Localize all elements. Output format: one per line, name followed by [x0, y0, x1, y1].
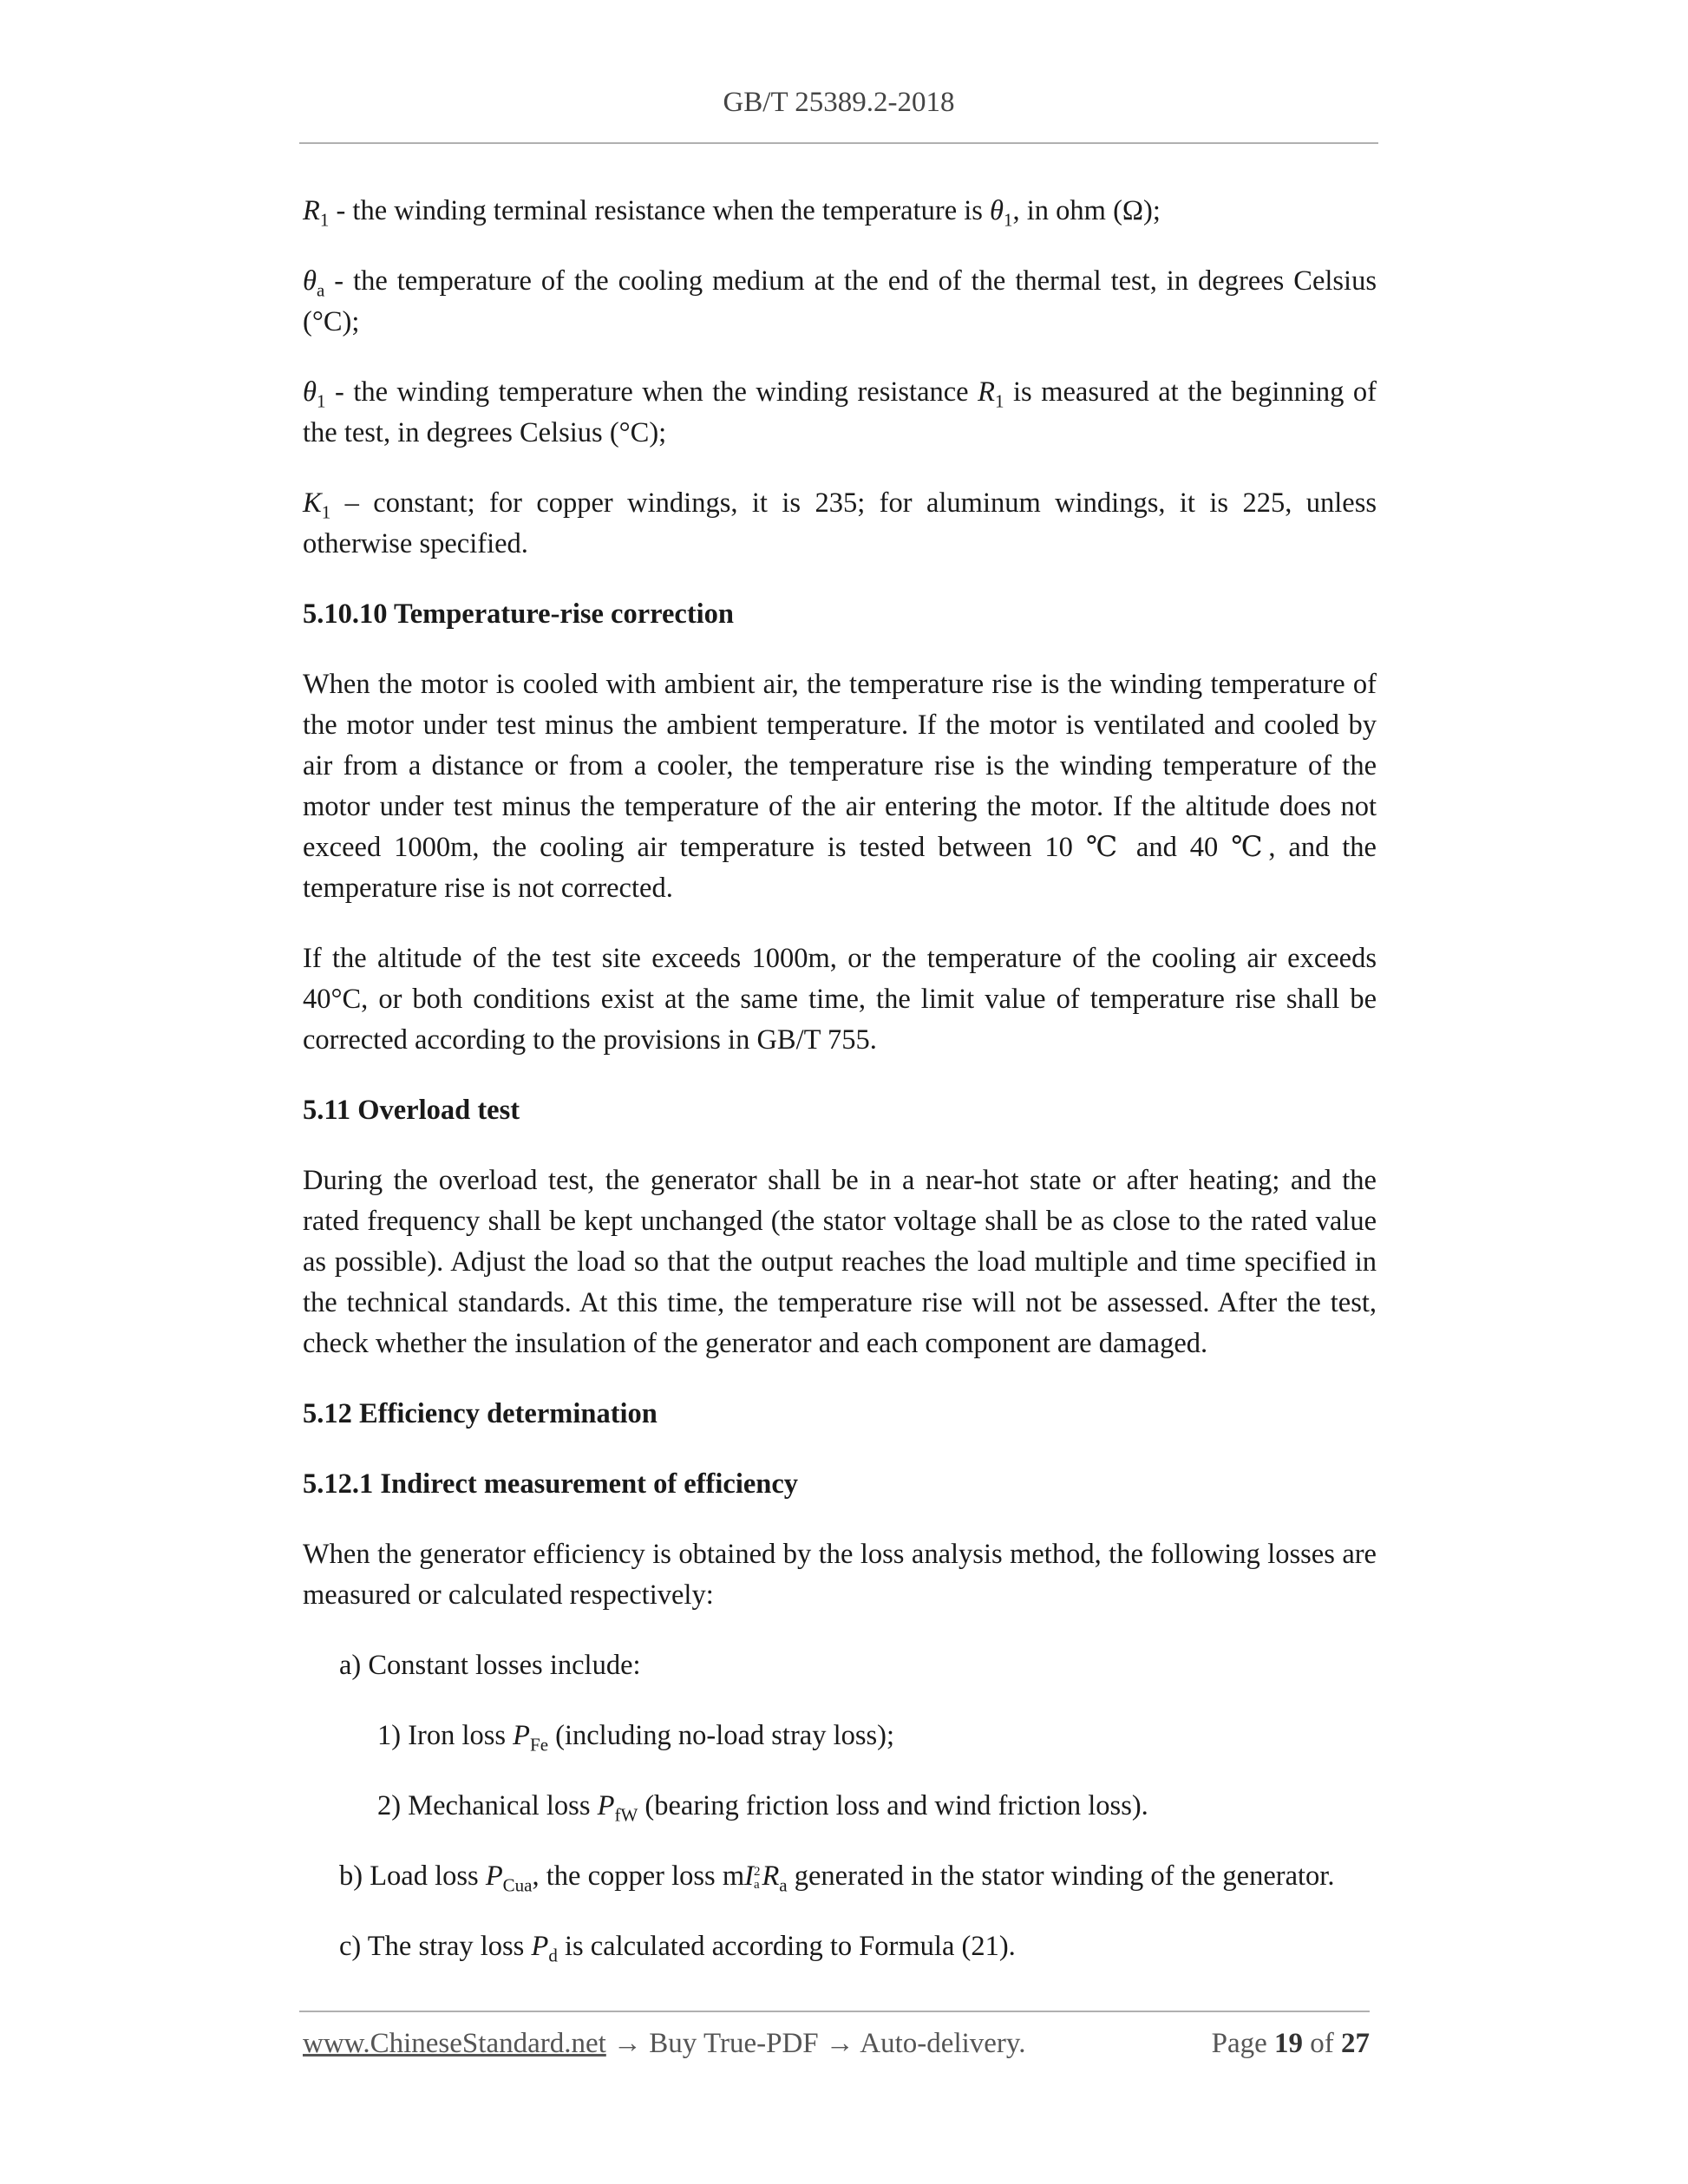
list-item-b: b) Load loss $P_{Cua}$, the copper loss mI 2 a $R_a$ generated in the stator winding of the generator. — [339, 1860, 1335, 1896]
footer-promo-text: → Buy True-PDF → Auto-delivery. — [605, 2028, 1026, 2059]
list-item-a2: 2) Mechanical loss $P_{fW}$ (bearing friction loss and wind friction loss). — [377, 1790, 1148, 1826]
page-content — [303, 191, 1377, 1997]
list-item-a1: 1) Iron loss $P_{Fe}$ (including no-load stray loss); — [377, 1720, 894, 1756]
k1-definition: $K_1$ – constant; for copper windings, it is 235; for aluminum windings, it is 225, unless otherwise specified. — [303, 487, 1377, 559]
footer-divider — [299, 2011, 1370, 2012]
paragraph-temperature-rise: When the motor is cooled with ambient air, the temperature rise is the winding temperature of the motor under test minus the ambient temperature. If the motor is ventilated and cooled by air from a distance or from a cooler, the temperature rise is the winding temperature of the motor under test minus the temperature of the air entering the motor. If the altitude does not exceed 1000m, the cooling air temperature is tested between 10 ℃ and 40 ℃, and the temperature rise is not corrected. — [303, 669, 1377, 904]
paragraph-altitude-correction: If the altitude of the test site exceeds 1000m, or the temperature of the cooling air exceeds 40°C, or both conditions exist at the same time, the limit value of temperature rise shall be corrected according to the provisions in GB/T 755. — [303, 943, 1377, 1056]
footer-website-link[interactable]: www.ChineseStandard.net — [303, 2028, 606, 2059]
superscript-subscript-stack: 2 a — [753, 1864, 761, 1892]
section-heading-5-10-10: 5.10.10 Temperature-rise correction — [303, 598, 735, 630]
page-indicator: Page 19 of 27 — [1211, 2028, 1370, 2059]
theta-a-definition: $\theta_a$ - the temperature of the cooling medium at the end of the thermal test, in degrees Celsius (°C); — [303, 265, 1377, 337]
current-page-number: 19 — [1274, 2028, 1303, 2059]
section-heading-5-11: 5.11 Overload test — [303, 1095, 520, 1126]
document-header: GB/T 25389.2-2018 — [723, 87, 955, 118]
r1-definition: $R_1$ - the winding terminal resistance when the temperature is $\theta_1$, in ohm (Ω); — [303, 195, 1161, 231]
list-item-a: a) Constant losses include: — [339, 1650, 641, 1681]
section-heading-5-12: 5.12 Efficiency determination — [303, 1398, 658, 1429]
total-pages: 27 — [1341, 2028, 1370, 2059]
paragraph-overload-test: During the overload test, the generator shall be in a near-hot state or after heating; and the rated frequency shall be kept unchanged (the stator voltage shall be as close to the rated value as possible). Adjust the load so that the output reaches the load multiple and time specified in the technical standards. At this time, the temperature rise will not be assessed. After the test, check whether the insulation of the generator and each component are damaged. — [303, 1165, 1377, 1359]
section-heading-5-12-1: 5.12.1 Indirect measurement of efficiency — [303, 1468, 799, 1500]
page-footer — [303, 2028, 1370, 2060]
theta-1-definition: $\theta_1$ - the winding temperature when the winding resistance $R_1$ is measured at the beginning of the test, in degrees Celsius (°C); — [303, 376, 1377, 448]
list-item-c: c) The stray loss $P_d$ is calculated according to Formula (21). — [339, 1931, 1016, 1966]
paragraph-loss-analysis: When the generator efficiency is obtained by the loss analysis method, the following losses are measured or calculated respectively: — [303, 1539, 1377, 1611]
header-divider — [299, 142, 1378, 144]
